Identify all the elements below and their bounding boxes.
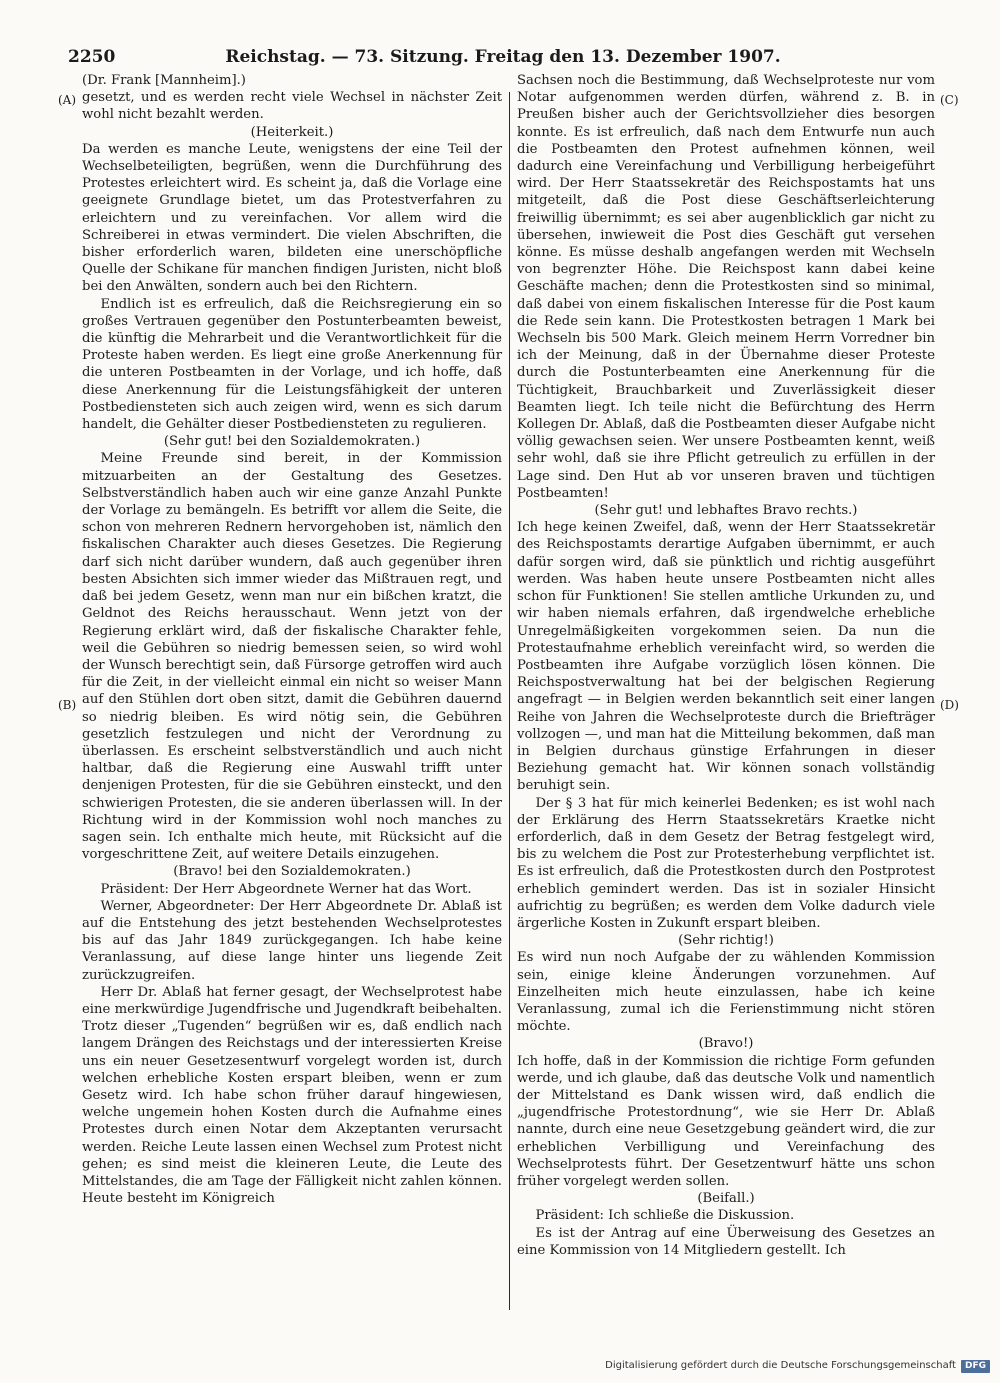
margin-marker-c: (C) [940,93,959,107]
speaker-continuation: (Dr. Frank [Mannheim].) [82,73,246,88]
right-column [517,72,935,1259]
margin-marker-a: (A) [58,93,77,107]
paragraph: Sachsen noch die Bestimmung, daß Wechselproteste nur vom Notar aufgenommen werden dürfen, während z. B. in Preußen bisher auch der Gerichtsvollzieher dies besorgen konnte. Es ist erfreulich, daß nach dem Entwurfe nun auch die Postbeamten den Protest aufnehmen können, weil dadurch eine Vereinfachung und Verbilligung herbeigeführt wird. Der Herr Staatssekretär des Reichspostamts hat uns mitgeteilt, daß die Post diese Geschäftserleichterung freiwillig übernimmt; es sei aber augenblicklich gar nicht zu übersehen, inwieweit die Post dies Geschäft gut versehen könne. Es müsse deshalb angefangen werden mit Wechseln von begrenzter Höhe. Die Reichspost kann dabei keine Geschäfte machen; denn die Protestkosten sind so minimal, daß dabei von einem fiskalischen Interesse für die Post kaum die Rede sein kann. Die Protestkosten betragen 1 Mark bei Wechseln bis 500 Mark. Gleich meinem Herrn Vorredner bin ich der Meinung, daß in der Übernahme dieser Proteste durch die Postunterbeamten eine Anerkennung für die Tüchtigkeit, Brauchbarkeit und Zuverlässigkeit dieser Beamten liegt. Ich teile nicht die Befürchtung des Herrn Kollegen Dr. Ablaß, daß die Postbeamten dieser Aufgabe nicht völlig gewachsen seien. Wer unsere Postbeamten kennt, weiß sehr wohl, daß sie ihre Pflicht getreulich zu erfüllen in der Lage sind. Den Hut ab vor unseren braven und tüchtigen Postbeamten! [517,73,935,501]
footer-credit: Digitalisierung gefördert durch die Deutsche Forschungsgemeinschaft [605,1360,956,1371]
page-number: 2250 [68,47,116,67]
margin-marker-d: (D) [940,698,959,712]
interjection: (Bravo!) [698,1036,754,1052]
paragraph: Ich hoffe, daß in der Kommission die richtige Form gefunden werde, und ich glaube, daß das deutsche Volk und namentlich der Mittelstand es Dank wissen wird, daß endlich die „jugendfrische Protestordnung“, wie sie Herr Dr. Ablaß nannte, durch eine neue Gesetzgebung geändert wird, die zur erheblichen Verbilligung und Vereinfachung des Wechselprotests führt. Der Gesetzentwurf hätte uns schon früher vorgelegt werden sollen. [517,1053,935,1189]
dfg-logo-icon: DFG [961,1360,990,1373]
paragraph: Es ist der Antrag auf eine Überweisung des Gesetzes an eine Kommission von 14 Mitgliedern gestellt. Ich [517,1225,935,1258]
interjection: (Beifall.) [697,1191,755,1207]
paragraph: gesetzt, und es werden recht viele Wechsel in nächster Zeit wohl nicht bezahlt werden. [82,90,502,123]
interjection: (Sehr gut! bei den Sozialdemokraten.) [163,434,421,450]
left-column [82,72,502,1207]
interjection: (Sehr richtig!) [678,933,774,949]
speaker-paragraph: Präsident: Ich schließe die Diskussion. [535,1208,795,1224]
paragraph: Der § 3 hat für mich keinerlei Bedenken; es ist wohl nach der Erklärung des Herrn Staatssekretärs Kraetke nicht erforderlich, daß in dem Gesetz der Betrag festgelegt wird, bis zu welchem die Post zur Protesterhebung verpflichtet ist. Es ist erfreulich, daß die Protestkosten durch den Postprotest erheblich gemindert werden. Das ist in sozialer Hinsicht aufrichtig zu begrüßen; es werden dem Volke dadurch viele ärgerliche Kosten in Zukunft erspart bleiben. [517,795,935,931]
margin-marker-b: (B) [58,698,77,712]
column-divider [509,92,510,1310]
paragraph: Herr Dr. Ablaß hat ferner gesagt, der Wechselprotest habe eine merkwürdige Jugendfrische und Jugendkraft beibehalten. Trotz dieser „Tugenden“ begrüßen wir es, daß endlich nach langem Drängen des Reichstags und der interessierten Kreise uns ein neuer Gesetzesentwurf vorgelegt worden ist, durch welchen erhebliche Kosten erspart bleiben, wenn er zum Gesetz wird. Ich habe schon früher darauf hingewiesen, welche ungemein hohen Kosten durch die Aufnahme eines Protestes durch einen Notar dem Akzeptanten verursacht werden. Reiche Leute lassen einen Wechsel zum Protest nicht gehen; es sind meist die kleineren Leute, die Leute des Mittelstandes, die am Tage der Fälligkeit nicht zahlen können. Heute besteht im Königreich [82,984,502,1207]
paragraph: Ich hege keinen Zweifel, daß, wenn der Herr Staatssekretär des Reichspostamts derartige Aufgaben übernimmt, er auch dafür sorgen wird, daß sie pünktlich und richtig ausgeführt werden. Was haben heute unsere Postbeamten nicht alles schon für Funktionen! Sie stellen amtliche Urkunden zu, und wir haben niemals erfahren, daß irgendwelche erhebliche Unregelmäßigkeiten vorgekommen seien. Da nun die Protestaufnahme erheblich vereinfacht wird, so werden die Postbeamten ihre Aufgabe vorzüglich lösen können. Die Reichspostverwaltung hat bei der belgischen Regierung angefragt — in Belgien werden bekanntlich seit einer langen Reihe von Jahren die Wechselproteste durch die Briefträger vollzogen —, und man hat die Mitteilung bekommen, daß man in Belgien durchaus günstige Erfahrungen in dieser Beziehung gemacht hat. Wir können sonach vollständig beruhigt sein. [517,520,935,794]
speaker-paragraph: Werner, Abgeordneter: Der Herr Abgeordnete Dr. Ablaß ist auf die Entstehung des jetzt bestehenden Wechselprotestes bis auf das Jahr 1849 zurückgegangen. Ich habe keine Veranlassung, auf diese lange hinter uns liegende Zeit zurückzugreifen. [82,898,502,983]
page-header [68,46,938,68]
digitization-footer [605,1358,990,1374]
paragraph: Es wird nun noch Aufgabe der zu wählenden Kommission sein, einige kleine Änderungen vorzunehmen. Auf Einzelheiten mich heute einzulassen, habe ich keine Veranlassung, zumal ich die Ferienstimmung nicht stören möchte. [517,950,935,1035]
paragraph: Da werden es manche Leute, wenigstens der eine Teil der Wechselbeteiligten, begrüßen, wenn die Durchführung des Protestes erleichtert wird. Es scheint ja, daß die Vorlage eine geeignete Grundlage bietet, um das Protestverfahren zu erleichtern und zu vereinfachen. Vor allem wird die Schreiberei in etwas vermindert. Die vielen Abschriften, die bisher erforderlich waren, bildeten eine unerschöpfliche Quelle der Schikane für manchen findigen Juristen, nicht bloß bei den Anwälten, sondern auch bei den Richtern. [82,141,502,295]
paragraph: Meine Freunde sind bereit, in der Kommission mitzuarbeiten an der Gestaltung des Gesetzes. Selbstverständlich haben auch wir eine ganze Anzahl Punkte der Vorlage zu bemängeln. Es betrifft vor allem die Seite, die schon von mehreren Rednern hervorgehoben ist, nämlich den fiskalischen Charakter auch dieses Gesetzes. Die Regierung darf sich nicht darüber wundern, daß auch gegenüber ihren besten Absichten sich immer wieder das Mißtrauen regt, und daß bei jedem Gesetz, wenn man nur ein bißchen kratzt, die Geldnot des Reichs herausschaut. Wenn jetzt von der Regierung erklärt wird, daß der fiskalische Charakter fehle, weil die Gebühren so niedrig bemessen seien, so wird wohl der Wunsch berechtigt sein, daß Fürsorge getroffen wird auch für die Zeit, in der vielleicht einmal ein nicht so weiser Mann auf den Stühlen dort oben sitzt, damit die Gebühren dauernd so niedrig bleiben. Es wird nötig sein, die Gebühren gesetzlich festzulegen und nicht der Verordnung zu überlassen. Es erscheint selbstverständlich und auch nicht haltbar, daß die Regierung eine Auswahl trifft unter denjenigen Protesten, für die sie Gebühren einsteckt, und den schwierigen Protesten, die sie anderen überlassen will. In der Richtung wird in der Kommission wohl noch manches zu sagen sein. Ich enthalte mich heute, mit Rücksicht auf die vorgeschrittene Zeit, auf weitere Details einzugehen. [82,451,502,863]
speaker-paragraph: Präsident: Der Herr Abgeordnete Werner hat das Wort. [100,881,472,897]
interjection: (Bravo! bei den Sozialdemokraten.) [173,864,411,880]
paragraph: Endlich ist es erfreulich, daß die Reichsregierung ein so großes Vertrauen gegenüber den Postunterbeamten beweist, die künftig die Mehrarbeit und die Verantwortlichkeit für die Proteste haben werden. Es liegt eine große Anerkennung für die unteren Postbeamten in der Vorlage, und ich hoffe, daß diese Anerkennung für die Leistungsfähigkeit der unteren Postbediensteten sich auch zeigen wird, wenn es sich darum handelt, die Gehälter dieser Postbediensteten zu regulieren. [82,296,502,433]
interjection: (Sehr gut! und lebhaftes Bravo rechts.) [594,503,858,519]
running-title: Reichstag. — 73. Sitzung. Freitag den 13. Dezember 1907. [225,47,781,67]
interjection: (Heiterkeit.) [250,124,334,140]
